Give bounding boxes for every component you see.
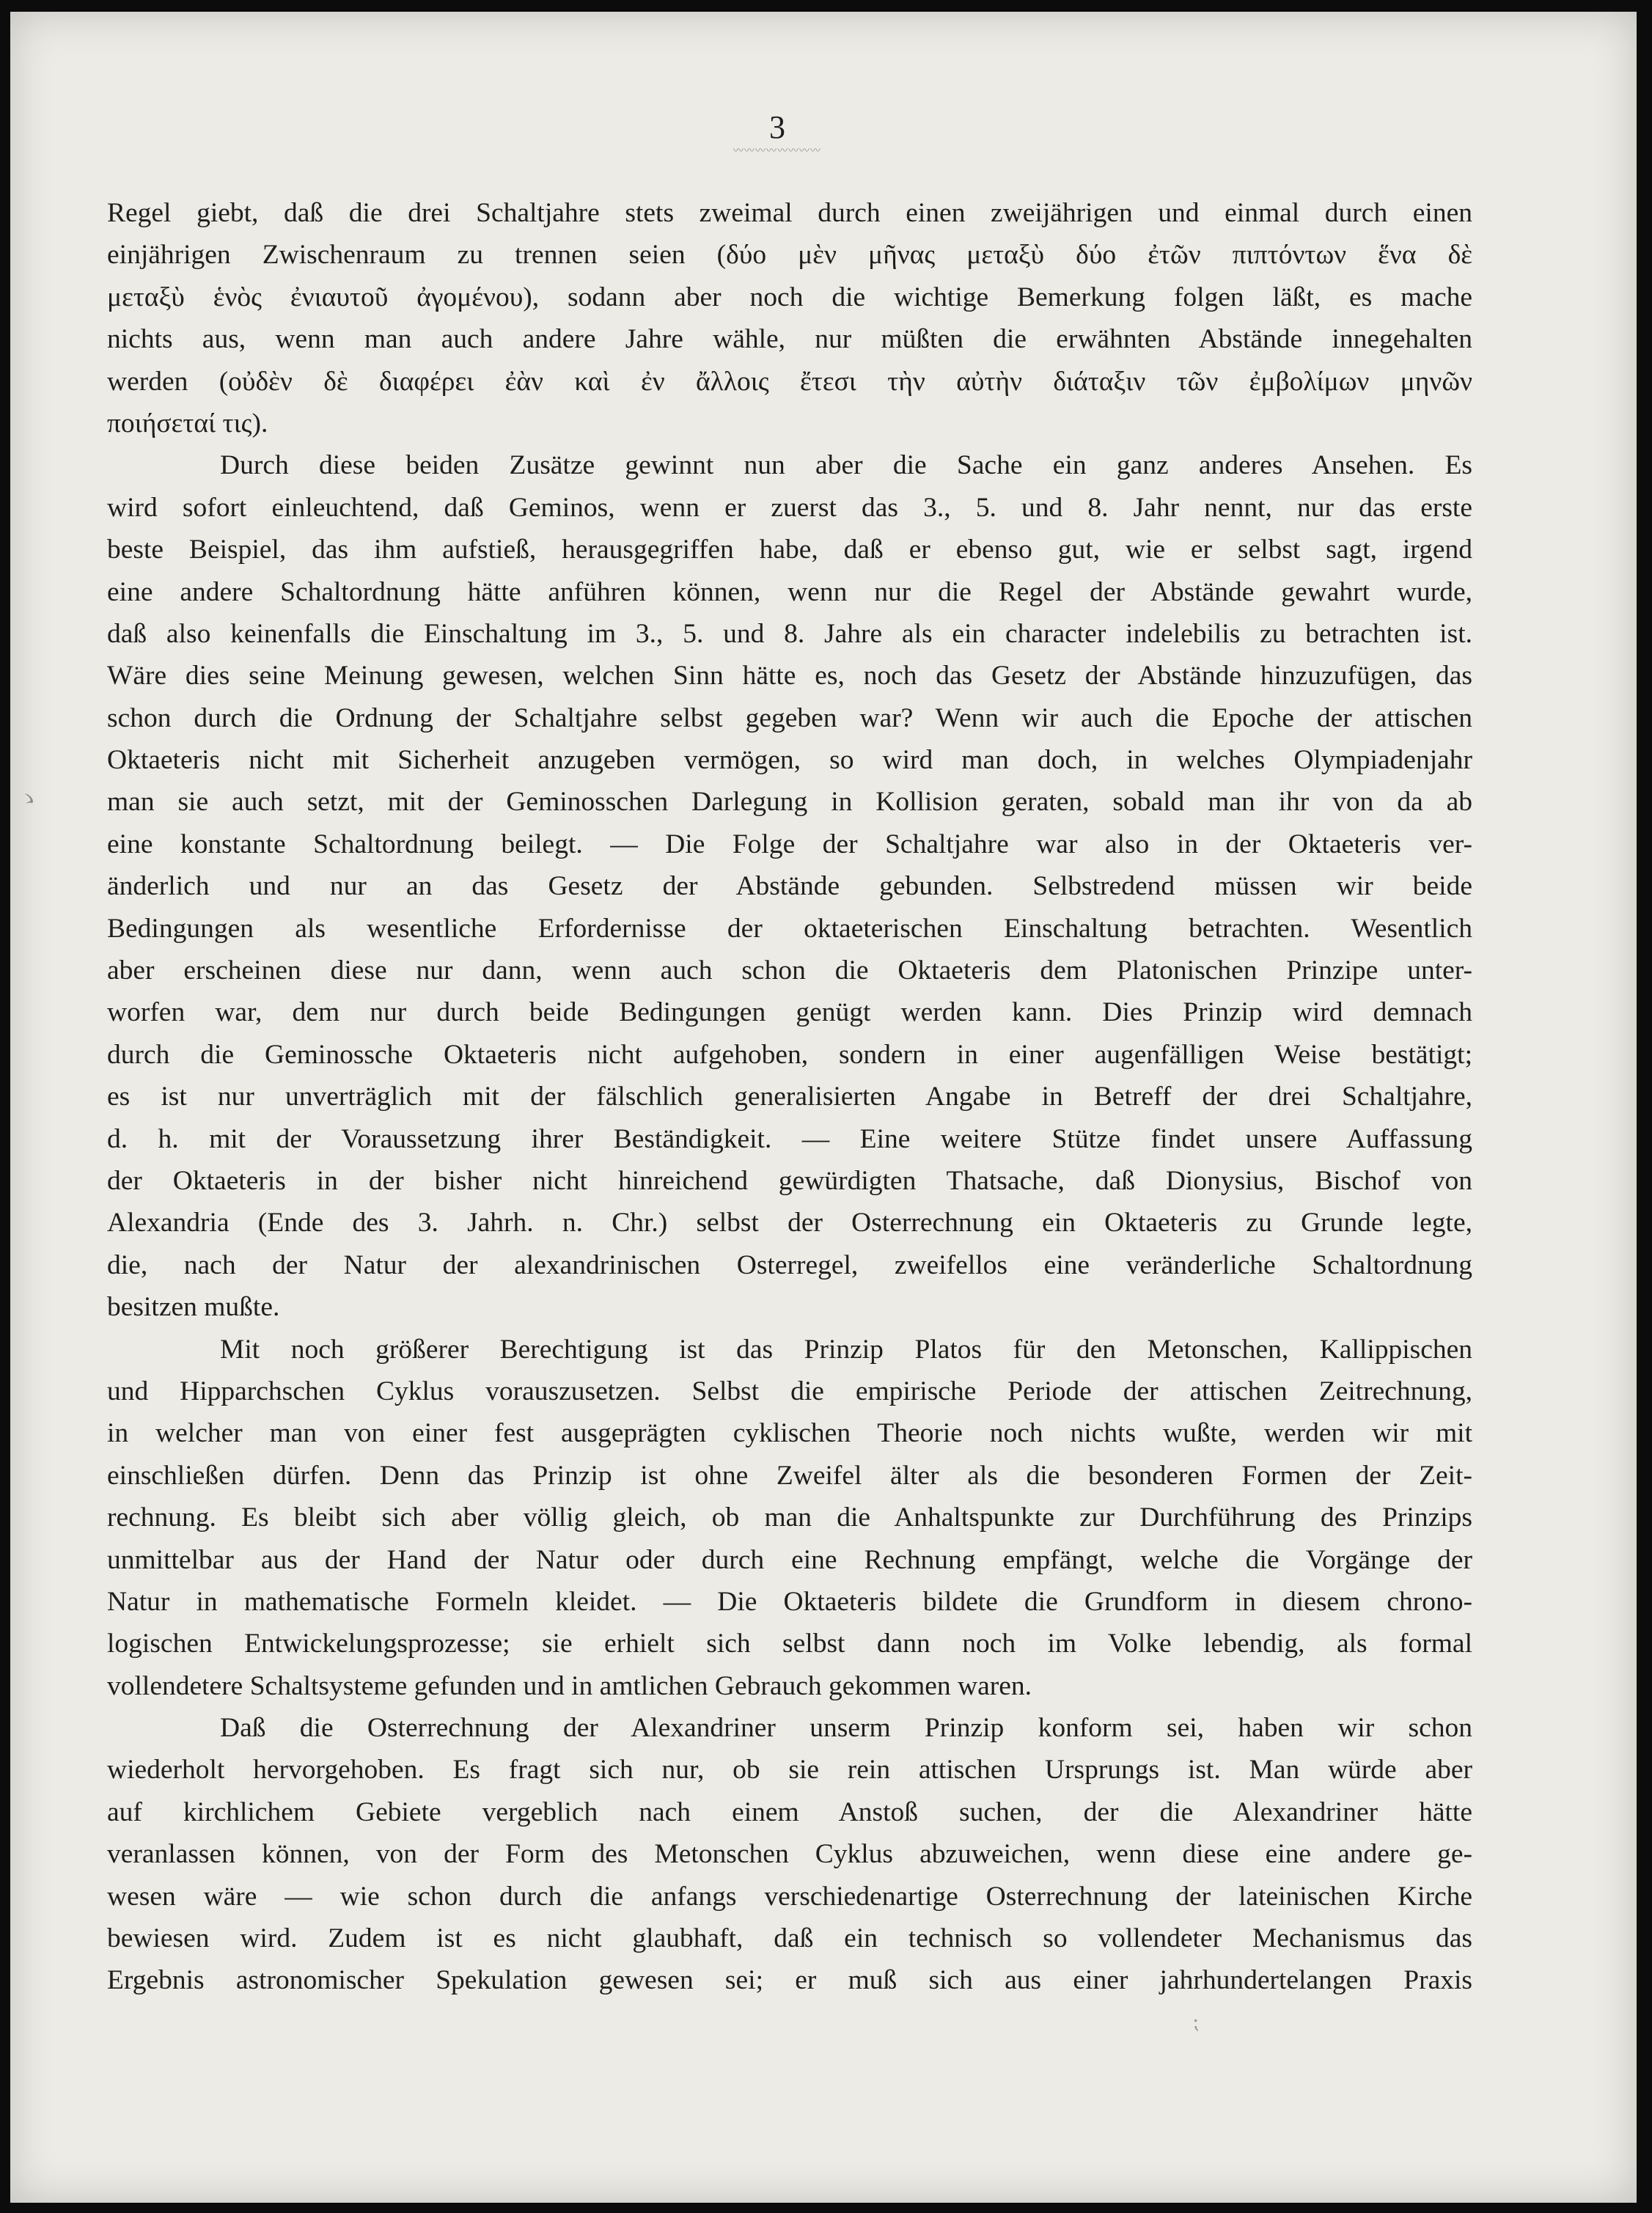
text-line: μεταξὺ ἑνὸς ἐνιαυτοῦ ἀγομένου), sodann aber noch die wichtige Bemerkung folgen läßt, es mache	[107, 282, 1472, 312]
text-line: wird sofort einleuchtend, daß Geminos, wenn er zuerst das 3., 5. und 8. Jahr nennt, nur das erste	[107, 492, 1472, 523]
text-line: Daß die Osterrechnung der Alexandriner unserm Prinzip konform sei, haben wir schon	[220, 1713, 1472, 1744]
text-line: Wäre dies seine Meinung gewesen, welchen Sinn hätte es, noch das Gesetz der Abstände hinzuzufügen, das	[107, 661, 1472, 691]
text-line: aber erscheinen diese nur dann, wenn auch schon die Oktaeteris dem Platonischen Prinzipe unter-	[107, 955, 1472, 986]
margin-mark: ゝ	[16, 786, 41, 813]
text-line: besitzen mußte.	[107, 1292, 280, 1323]
text-line: werden (οὐδὲν δὲ διαφέρει ἐὰν καὶ ἐν ἄλλοις ἔτεσι τὴν αὐτὴν διάταξιν τῶν ἐμβολίμων μηνῶν	[107, 366, 1472, 397]
text-line: wesen wäre — wie schon durch die anfangs verschiedenartige Osterrechnung der lateinischen Kirche	[107, 1881, 1472, 1912]
text-line: eine andere Schaltordnung hätte anführen können, wenn nur die Regel der Abstände gewahrt wurde,	[107, 576, 1472, 607]
text-line: und Hipparchschen Cyklus vorauszusetzen. Selbst die empirische Periode der attischen Zeitrechnung,	[107, 1376, 1472, 1406]
page-number: 3	[769, 109, 785, 145]
text-line: unmittelbar aus der Hand der Natur oder durch eine Rechnung empfängt, welche die Vorgänge der	[107, 1544, 1472, 1575]
text-line: rechnung. Es bleibt sich aber völlig gleich, ob man die Anhaltspunkte zur Durchführung des Prinzips	[107, 1502, 1472, 1533]
text-line: eine konstante Schaltordnung beilegt. — Die Folge der Schaltjahre war also in der Oktaeteris ver-	[107, 829, 1472, 859]
text-line: wiederholt hervorgehoben. Es fragt sich nur, ob sie rein attischen Ursprungs ist. Man würde aber	[107, 1755, 1472, 1786]
text-line: d. h. mit der Voraussetzung ihrer Beständigkeit. — Eine weitere Stütze findet unsere Auffassung	[107, 1123, 1472, 1154]
text-line: die, nach der Natur der alexandrinischen Osterregel, zweifellos eine veränderliche Schaltordnung	[107, 1249, 1472, 1280]
text-line: nichts aus, wenn man auch andere Jahre wähle, nur müßten die erwähnten Abstände innegehalten	[107, 324, 1472, 355]
text-line: Natur in mathematische Formeln kleidet. — Die Oktaeteris bildete die Grundform in diesem chrono-	[107, 1586, 1472, 1617]
body-text	[107, 192, 1472, 2002]
text-line: einjährigen Zwischenraum zu trennen seien (δύο μὲν μῆνας μεταξὺ δύο ἐτῶν πιπτόντων ἕνα δὲ	[107, 240, 1472, 271]
text-line: daß also keinenfalls die Einschaltung im 3., 5. und 8. Jahre als ein character indelebilis zu betrachten ist.	[107, 618, 1472, 649]
text-line: der Oktaeteris in der bisher nicht hinreichend gewürdigten Thatsache, daß Dionysius, Bischof von	[107, 1165, 1472, 1196]
text-line: man sie auch setzt, mit der Geminosschen Darlegung in Kollision geraten, sobald man ihr von da ab	[107, 787, 1472, 818]
text-line: in welcher man von einer fest ausgeprägten cyklischen Theorie noch nichts wußte, werden wir mit	[107, 1418, 1472, 1449]
text-line: schon durch die Ordnung der Schaltjahre selbst gegeben war? Wenn wir auch die Epoche der attischen	[107, 702, 1472, 733]
text-line: Mit noch größerer Berechtigung ist das Prinzip Platos für den Metonschen, Kallippischen	[220, 1334, 1472, 1365]
text-line: Regel giebt, daß die drei Schaltjahre stets zweimal durch einen zweijährigen und einmal durch einen	[107, 198, 1472, 228]
text-line: durch die Geminossche Oktaeteris nicht aufgehoben, sondern in einer augenfälligen Weise bestätigt;	[107, 1039, 1472, 1070]
text-line: es ist nur unverträglich mit der fälschlich generalisierten Angabe in Betreff der drei Schaltjahre,	[107, 1082, 1472, 1112]
text-line: einschließen dürfen. Denn das Prinzip ist ohne Zweifel älter als die besonderen Formen der Zeit-	[107, 1460, 1472, 1491]
text-line: bewiesen wird. Zudem ist es nicht glaubhaft, daß ein technisch so vollendeter Mechanismus das	[107, 1923, 1472, 1954]
text-line: auf kirchlichem Gebiete vergeblich nach einem Anstoß suchen, der die Alexandriner hätte	[107, 1797, 1472, 1827]
text-line: veranlassen können, von der Form des Metonschen Cyklus abzuweichen, wenn diese eine andere ge-	[107, 1839, 1472, 1870]
text-line: Oktaeteris nicht mit Sicherheit anzugeben vermögen, so wird man doch, in welches Olympiadenjahr	[107, 745, 1472, 776]
text-line: beste Beispiel, das ihm aufstieß, herausgegriffen habe, daß er ebenso gut, wie er selbst sagt, irgend	[107, 535, 1472, 565]
text-line: Alexandria (Ende des 3. Jahrh. n. Chr.) selbst der Osterrechnung ein Oktaeteris zu Grunde legte,	[107, 1208, 1472, 1238]
text-line: Durch diese beiden Zusätze gewinnt nun aber die Sache ein ganz anderes Ansehen. Es	[220, 450, 1472, 481]
text-line: Ergebnis astronomischer Spekulation gewesen sei; er muß sich aus einer jahrhundertelangen Praxis	[107, 1965, 1472, 1996]
text-line: worfen war, dem nur durch beide Bedingungen genügt werden kann. Dies Prinzip wird demnach	[107, 997, 1472, 1028]
text-line: änderlich und nur an das Gesetz der Abstände gebunden. Selbstredend müssen wir beide	[107, 871, 1472, 902]
text-line: Bedingungen als wesentliche Erfordernisse der oktaeterischen Einschaltung betrachten. Wesentlich	[107, 913, 1472, 944]
text-line: vollendetere Schaltsysteme gefunden und in amtlichen Gebrauch gekommen waren.	[107, 1670, 1032, 1701]
text-line: logischen Entwickelungsprozesse; sie erhielt sich selbst dann noch im Volke lebendig, als formal	[107, 1629, 1472, 1659]
text-line: ποιήσεταί τις).	[107, 408, 268, 438]
ink-speck: ⁏	[1192, 2011, 1200, 2033]
header-ornament: 〰〰〰〰〰〰〰〰	[733, 146, 821, 157]
